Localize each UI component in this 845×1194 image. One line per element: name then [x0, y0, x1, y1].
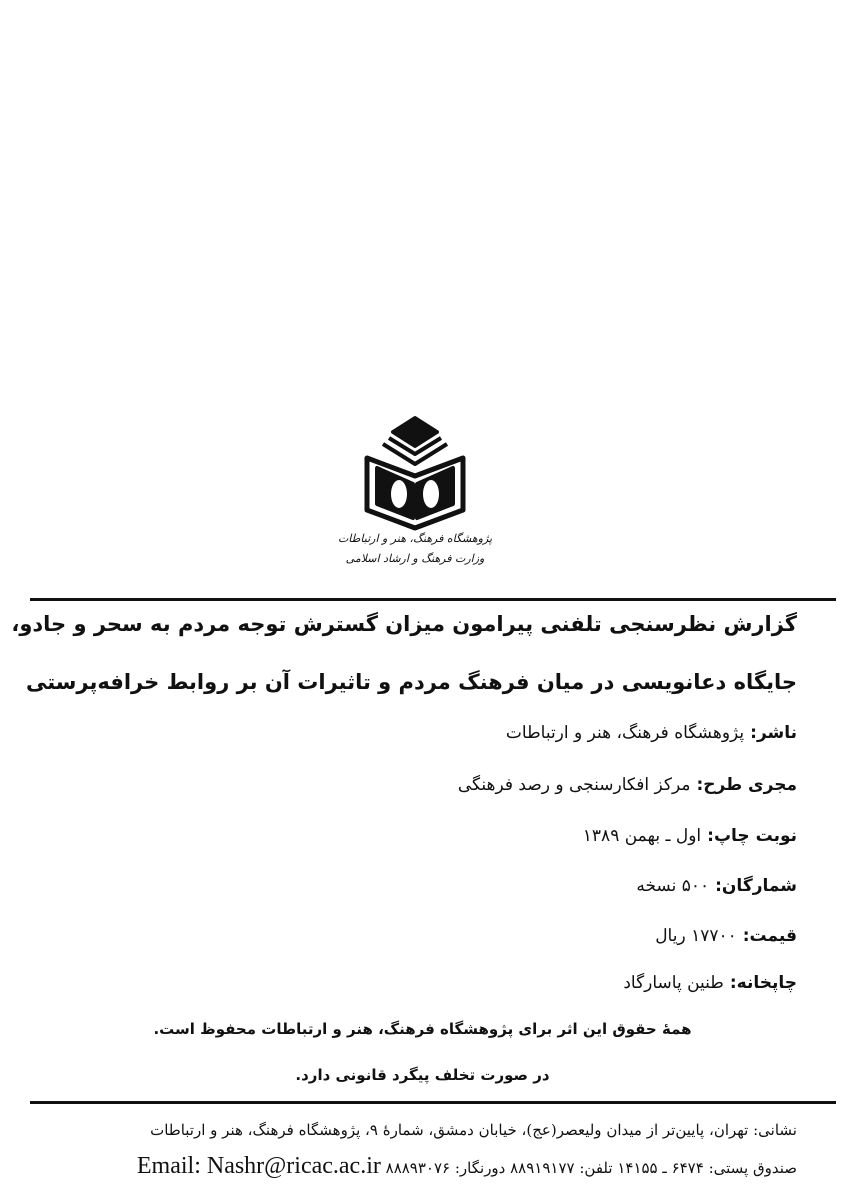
footer-contact: صندوق پستی: ۶۴۷۴ ـ ۱۴۱۵۵ تلفن: ۸۸۹۱۹۱۷۷ دورنگار: ۸۸۸۹۳۰۷۶: [385, 1159, 797, 1177]
legal-warning: در صورت تخلف پیگرد قانونی دارد.: [295, 1066, 550, 1084]
publisher-label: ناشر:: [750, 723, 797, 743]
logo-line-2: وزارت فرهنگ و ارشاد اسلامی: [345, 552, 485, 565]
book-emblem-icon: [367, 418, 463, 528]
price-value: ۱۷۷۰۰ ریال: [655, 926, 737, 946]
price-label: قیمت:: [742, 926, 797, 946]
copyright-notice: همهٔ حقوق این اثر برای پژوهشگاه فرهنگ، هنر و ارتباطات محفوظ است.: [153, 1020, 692, 1038]
price-row: [97, 926, 797, 946]
footer-contact-row: [0, 1153, 797, 1180]
edition-value: اول ـ بهمن ۱۳۸۹: [582, 826, 702, 846]
top-divider: [30, 598, 836, 601]
executor-value: مرکز افکارسنجی و رصد فرهنگی: [457, 775, 691, 795]
copies-row: [97, 876, 797, 896]
printer-row: [97, 973, 797, 993]
printer-label: چاپخانه:: [729, 973, 797, 993]
book-title-line-1: گزارش نظرسنجی تلفنی پیرامون میزان گسترش توجه مردم به سحر و جادو،: [11, 612, 797, 636]
copies-label: شمارگان:: [715, 876, 797, 896]
executor-label: مجری طرح:: [696, 775, 797, 795]
footer-email: Email: Nashr@ricac.ac.ir: [136, 1153, 381, 1179]
edition-row: [97, 826, 797, 846]
printer-value: طنین پاسارگاد: [623, 973, 724, 993]
edition-label: نوبت چاپ:: [707, 826, 797, 846]
institute-logo: [337, 410, 493, 570]
publisher-value: پژوهشگاه فرهنگ، هنر و ارتباطات: [505, 723, 745, 743]
executor-row: [97, 775, 797, 795]
copies-value: ۵۰۰ نسخه: [636, 876, 710, 896]
bottom-divider: [30, 1101, 836, 1104]
footer-address: نشانی: تهران، پایین‌تر از میدان ولیعصر(عج)، خیابان دمشق، شمارهٔ ۹، پژوهشگاه فرهنگ، هنر و ارتباطات: [150, 1121, 797, 1139]
publisher-row: [97, 723, 797, 743]
logo-line-1: پژوهشگاه فرهنگ، هنر و ارتباطات: [337, 532, 493, 545]
book-title-line-2: جایگاه دعانویسی در میان فرهنگ مردم و تاثیرات آن بر روابط خرافه‌پرستی: [25, 670, 797, 694]
